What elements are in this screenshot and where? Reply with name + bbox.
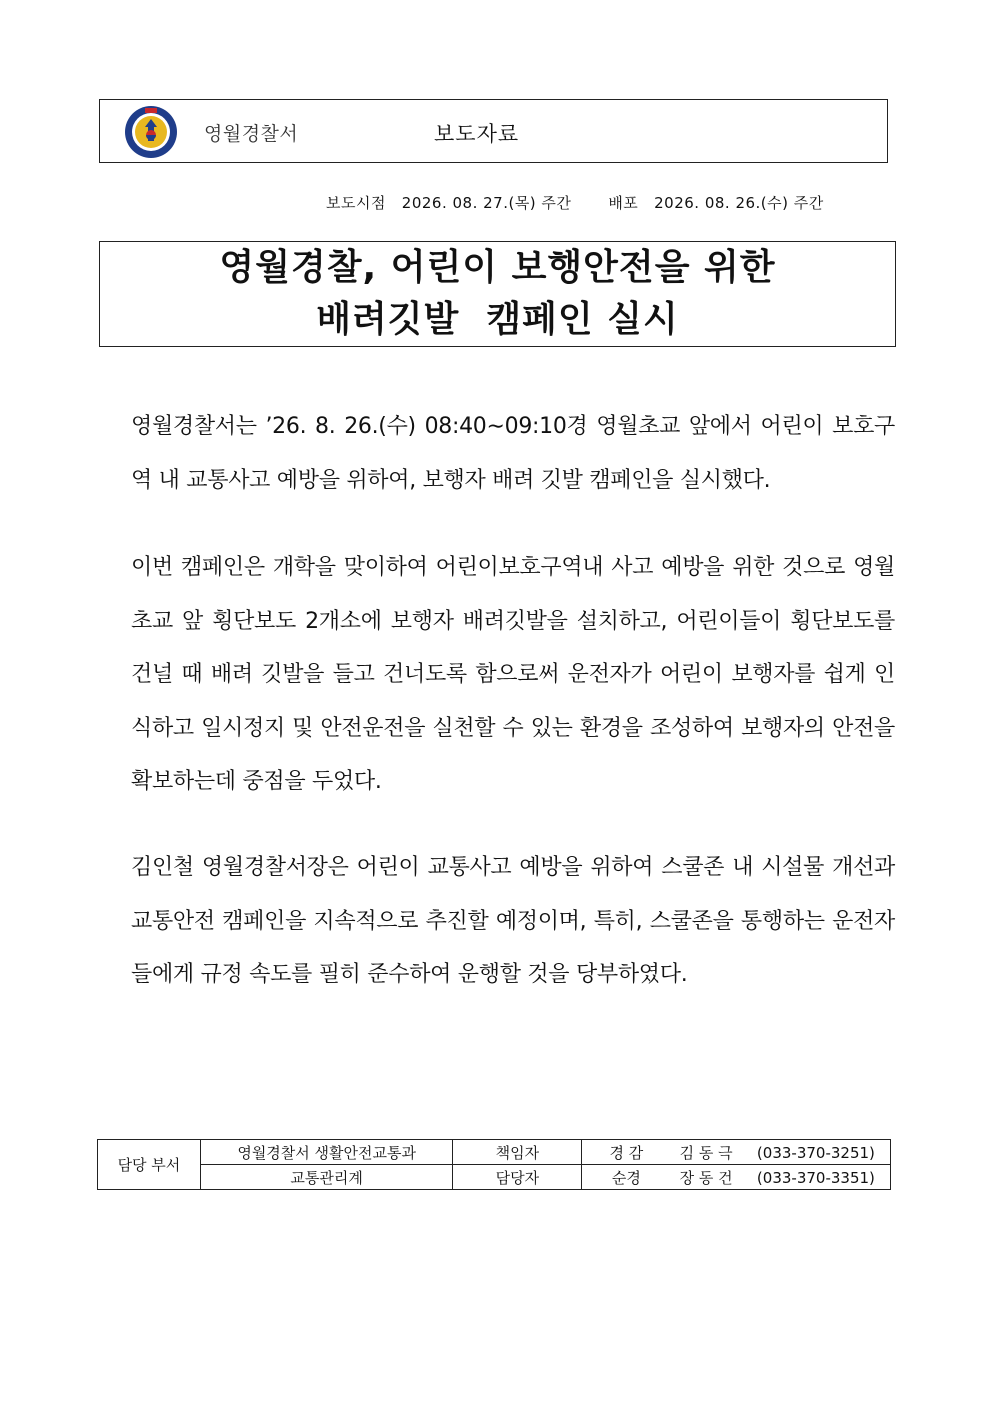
dept-label: 담당 부서 — [98, 1140, 201, 1190]
body-paragraph-1: 영월경찰서는 ’26. 8. 26.(수) 08:40∼09:10경 영월초교 앞에서 어린이 보호구역 내 교통사고 예방을 위하여, 보행자 배려 깃발 캠페인을 실시했다. — [131, 414, 895, 493]
title-line-2: 배려깃발 캠페인 실시 — [316, 299, 679, 340]
dept-line-1: 영월경찰서 생활안전교통과 — [200, 1140, 453, 1165]
rank: 경 감 — [609, 1143, 644, 1162]
role-cell: 책임자 — [453, 1140, 582, 1165]
publish-label: 보도시점 — [326, 194, 386, 212]
header-box — [99, 99, 888, 163]
release-info — [326, 192, 824, 213]
dept-line-2: 교통관리계 — [200, 1165, 453, 1190]
person-name: 김 동 극 — [679, 1143, 733, 1162]
contact-table — [97, 1139, 891, 1190]
distribute-label: 배포 — [608, 194, 639, 212]
person-cell — [582, 1140, 891, 1165]
title-line-1: 영월경찰, 어린이 보행안전을 위한 — [219, 247, 776, 288]
body-paragraph-3: 김인철 영월경찰서장은 어린이 교통사고 예방을 위하여 스쿨존 내 시설물 개선과 교통안전 캠페인을 지속적으로 추진할 예정이며, 특히, 스쿨존을 통행하는 운전자들에게 규정 속도를 필히 준수하여 운행할 것을 당부하였다. — [131, 855, 895, 987]
person-cell — [582, 1165, 891, 1190]
doc-type: 보도자료 — [434, 122, 520, 146]
phone: (033-370-3351) — [756, 1168, 875, 1187]
table-row — [98, 1165, 891, 1190]
org-name: 영월경찰서 — [204, 123, 299, 145]
title-box — [99, 241, 896, 347]
role-cell: 담당자 — [453, 1165, 582, 1190]
rank: 순경 — [611, 1168, 641, 1187]
phone: (033-370-3251) — [756, 1143, 875, 1162]
table-row — [98, 1140, 891, 1165]
police-emblem-icon — [124, 105, 178, 159]
person-name: 장 동 건 — [679, 1168, 733, 1187]
body-paragraph-2: 이번 캠페인은 개학을 맞이하여 어린이보호구역내 사고 예방을 위한 것으로 영월초교 앞 횡단보도 2개소에 보행자 배려깃발을 설치하고, 어린이들이 횡단보도를 건널 때 배려 깃발을 들고 건너도록 함으로써 운전자가 어린이 보행자를 쉽게 인식하고 일시정지 및 안전운전을 실천할 수 있는 환경을 조성하여 보행자의 안전을 확보하는데 중점을 두었다. — [131, 555, 895, 794]
distribute-date: 2026. 08. 26.(수) 주간 — [654, 194, 824, 212]
publish-date: 2026. 08. 27.(목) 주간 — [401, 194, 572, 212]
